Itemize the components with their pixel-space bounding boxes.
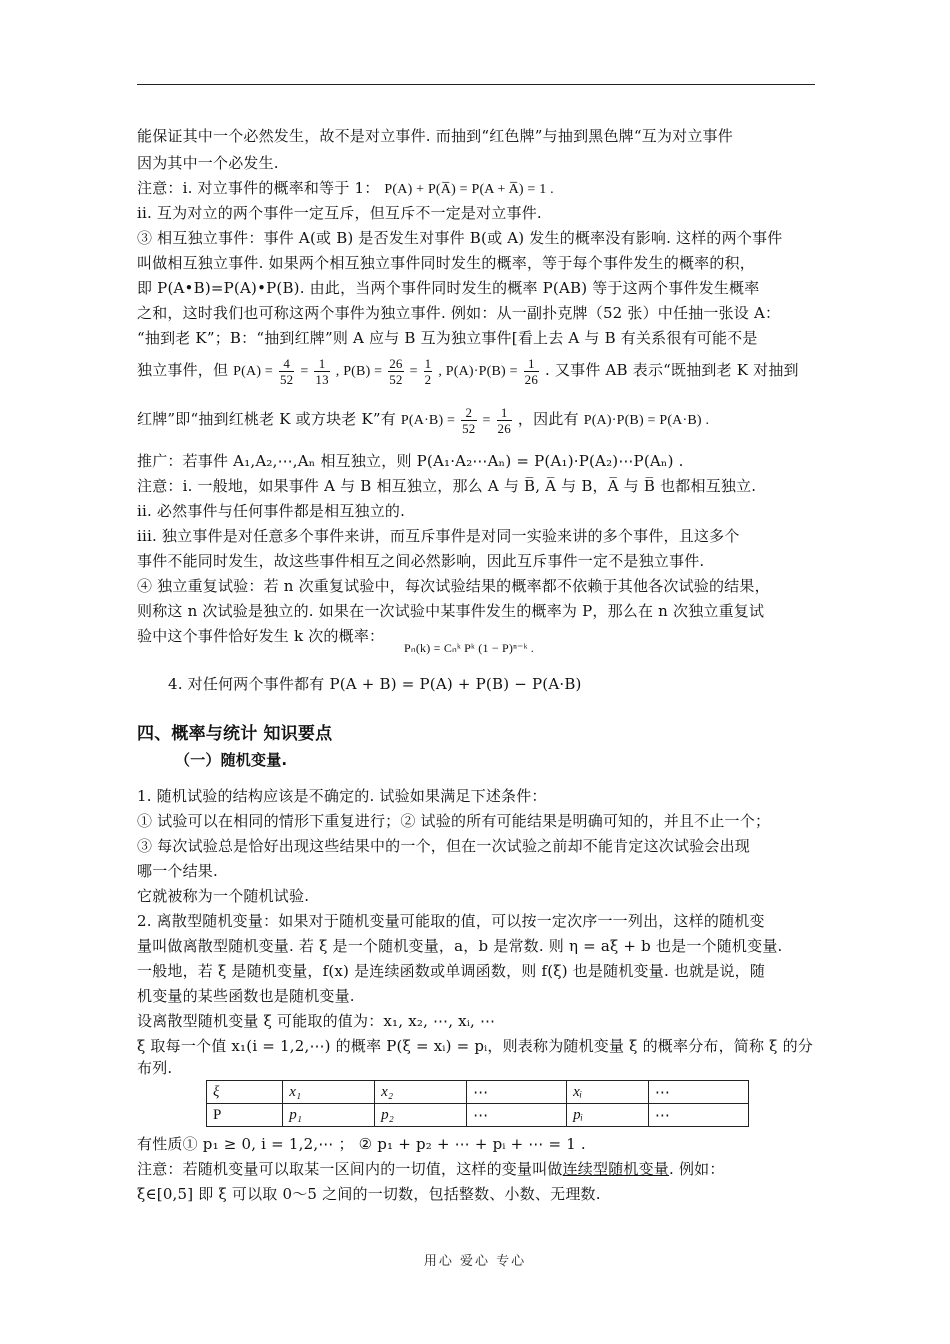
page-footer: 用心 爱心 专心	[423, 1254, 527, 1269]
fraction: $\frac{1}{26}$	[497, 404, 511, 436]
text-line: 叫做相互独立事件. 如果两个相互独立事件同时发生的概率，等于每个事件发生的概率的积，	[137, 254, 755, 272]
text-line: 有性质① p₁ ≥ 0, i = 1,2,⋯ ； ② p₁ + p₂ + ⋯ + pᵢ + ⋯ = 1 .	[137, 1135, 586, 1153]
text-line: 量叫做离散型随机变量. 若 ξ 是一个随机变量，a，b 是常数. 则 η = aξ + b 也是一个随机变量.	[137, 937, 783, 955]
line-text: . 又事件 AB 表示“既抽到老 K 对抽到	[545, 361, 799, 379]
text-line: ii. 互为对立的两个事件一定互斥，但互斥不一定是对立事件.	[137, 204, 542, 222]
text-line	[137, 178, 817, 200]
text-line: ④ 独立重复试验：若 n 次重复试验中，每次试验结果的概率都不依赖于其他各次试验的结果，	[137, 577, 770, 595]
text-line: 因为其中一个必发生.	[137, 154, 279, 172]
text-line: ξ 取每一个值 x₁(i = 1,2,⋯) 的概率 P(ξ = xᵢ) = pᵢ，则表称为随机变量 ξ 的概率分布，简称 ξ 的分	[137, 1037, 813, 1055]
text-line: 注意：i. 一般地，如果事件 A 与 B 相互独立，那么 A 与 B̅, A̅ 与 B，A̅ 与 B̅ 也都相互独立.	[137, 477, 757, 495]
text-line: 即 P(A•B)=P(A)•P(B). 由此，当两个事件同时发生的概率 P(AB) 等于这两个事件发生概率	[137, 279, 760, 297]
line-text: 注意：若随机变量可以取某一区间内的一切值，这样的变量叫做	[137, 1160, 563, 1178]
subsection-heading: （一）随机变量.	[175, 751, 288, 769]
fraction: $\frac{26}{52}$	[389, 355, 403, 387]
table-cell: ⋯	[467, 1081, 567, 1104]
table-row	[207, 1081, 749, 1104]
text-line: “抽到老 K”；B：“抽到红牌”则 A 应与 B 互为独立事件[看上去 A 与 B 有关系很有可能不是	[137, 329, 758, 347]
binomial-formula: Pₙ(k) = Cₙᵏ Pᵏ (1 − P)ⁿ⁻ᵏ .	[404, 641, 534, 655]
text-line-fractions: 红牌”即“抽到红桃老 K 或方块老 K”有 P(A·B) = $\frac{2}{52}$ = $\frac{1}{26}$ ，因此有 P(A)·P(B) = P(A·B) .	[137, 404, 710, 436]
pa-label: P(A) =	[233, 364, 273, 379]
text-line: 它就被称为一个随机试验.	[137, 887, 310, 905]
line-text: 独立事件，但	[137, 361, 229, 379]
table-cell: p₂	[375, 1104, 467, 1127]
text-line	[137, 1159, 817, 1179]
table-cell: xᵢ	[567, 1081, 649, 1104]
fraction: $\frac{1}{13}$	[315, 355, 329, 387]
distribution-table	[206, 1080, 749, 1127]
pb-label: , P(B) =	[335, 364, 383, 379]
table-row	[207, 1104, 749, 1127]
text-line: 则称这 n 次试验是独立的. 如果在一次试验中某事件发生的概率为 P，那么在 n 次独立重复试	[137, 602, 765, 620]
pab2-label: P(A·B) =	[400, 413, 456, 428]
text-line: 2. 离散型随机变量：如果对于随机变量可能取的值，可以按一定次序一一列出，这样的随机变	[137, 912, 765, 930]
section-heading: 四、概率与统计 知识要点	[137, 724, 333, 744]
fraction: $\frac{2}{52}$	[462, 404, 476, 436]
table-cell: p₁	[283, 1104, 375, 1127]
line-text: 红牌”即“抽到红桃老 K 或方块老 K”有	[137, 410, 396, 428]
text-line-fractions: 独立事件，但 P(A) = $\frac{4}{52}$ = $\frac{1}{13}$ , P(B) = $\frac{26}{52}$ = $\frac{1}{2}$ , P(A)·P(B) = $\frac{1}{26}$ . 又事件 AB 表示“既抽到老 K 对抽到	[137, 355, 799, 387]
table-cell: ⋯	[648, 1104, 748, 1127]
text-line: 1. 随机试验的结构应该是不确定的. 试验如果满足下述条件：	[137, 787, 547, 805]
table-cell: ⋯	[648, 1081, 748, 1104]
text-line: 4. 对任何两个事件都有 P(A + B) = P(A) + P(B) − P(A·B)	[168, 675, 582, 693]
text-line: iii. 独立事件是对任意多个事件来讲，而互斥事件是对同一实验来讲的多个事件，且这多个	[137, 527, 740, 545]
text-line: ξ∈[0,5] 即 ξ 可以取 0～5 之间的一切数，包括整数、小数、无理数.	[137, 1185, 601, 1203]
text-line: 哪一个结果.	[137, 862, 218, 880]
text-line: 机变量的某些函数也是随机变量.	[137, 987, 355, 1005]
table-cell: x₁	[283, 1081, 375, 1104]
text-line: ii. 必然事件与任何事件都是相互独立的.	[137, 502, 406, 520]
text-line: 推广：若事件 A₁,A₂,⋯,Aₙ 相互独立，则 P(A₁·A₂⋯Aₙ) = P(A₁)·P(A₂)⋯P(Aₙ) .	[137, 452, 684, 470]
pab-label: , P(A)·P(B) =	[438, 364, 518, 379]
independence-formula: P(A)·P(B) = P(A·B) .	[583, 413, 710, 428]
table-cell: ξ	[207, 1081, 283, 1104]
table-cell: ⋯	[467, 1104, 567, 1127]
text-line: ① 试验可以在相同的情形下重复进行；② 试验的所有可能结果是明确可知的，并且不止一个；	[137, 812, 771, 830]
fraction: $\frac{1}{26}$	[524, 355, 539, 387]
fraction: $\frac{4}{52}$	[279, 355, 294, 387]
text-line: 之和，这时我们也可称这两个事件为独立事件. 例如：从一副扑克牌（52 张）中任抽一张设 A：	[137, 304, 781, 322]
text-line: ③ 相互独立事件：事件 A(或 B) 是否发生对事件 B(或 A) 发生的概率没有影响. 这样的两个事件	[137, 229, 783, 247]
text-line: 验中这个事件恰好发生 k 次的概率：	[137, 627, 385, 645]
text-line: 一般地，若 ξ 是随机变量，f(x) 是连续函数或单调函数，则 f(ξ) 也是随机变量. 也就是说，随	[137, 962, 766, 980]
line-text: ，因此有	[517, 410, 579, 428]
table-cell: pᵢ	[567, 1104, 649, 1127]
text-line: 能保证其中一个必然发生，故不是对立事件. 而抽到“红色牌”与抽到黑色牌“互为对立事件	[137, 127, 733, 145]
text-line: 布列.	[137, 1059, 173, 1077]
table-cell: P	[207, 1104, 283, 1127]
header-rule	[137, 84, 815, 85]
line-text: . 例如：	[669, 1160, 725, 1178]
note-text: 注意：i. 对立事件的概率和等于 1：	[137, 179, 380, 197]
continuous-variable-term: 连续型随机变量	[562, 1160, 670, 1178]
text-line: 事件不能同时发生，故这些事件相互之间必然影响，因此互斥事件一定不是独立事件.	[137, 552, 705, 570]
text-line: ③ 每次试验总是恰好出现这些结果中的一个，但在一次试验之前却不能肯定这次试验会出现	[137, 837, 750, 855]
table-cell: x₂	[375, 1081, 467, 1104]
fraction: $\frac{1}{2}$	[424, 355, 432, 387]
text-line: 设离散型随机变量 ξ 可能取的值为：x₁, x₂, ⋯, xᵢ, ⋯	[137, 1012, 496, 1030]
complement-formula: P(A) + P(A̅) = P(A + A̅) = 1 .	[384, 182, 554, 197]
